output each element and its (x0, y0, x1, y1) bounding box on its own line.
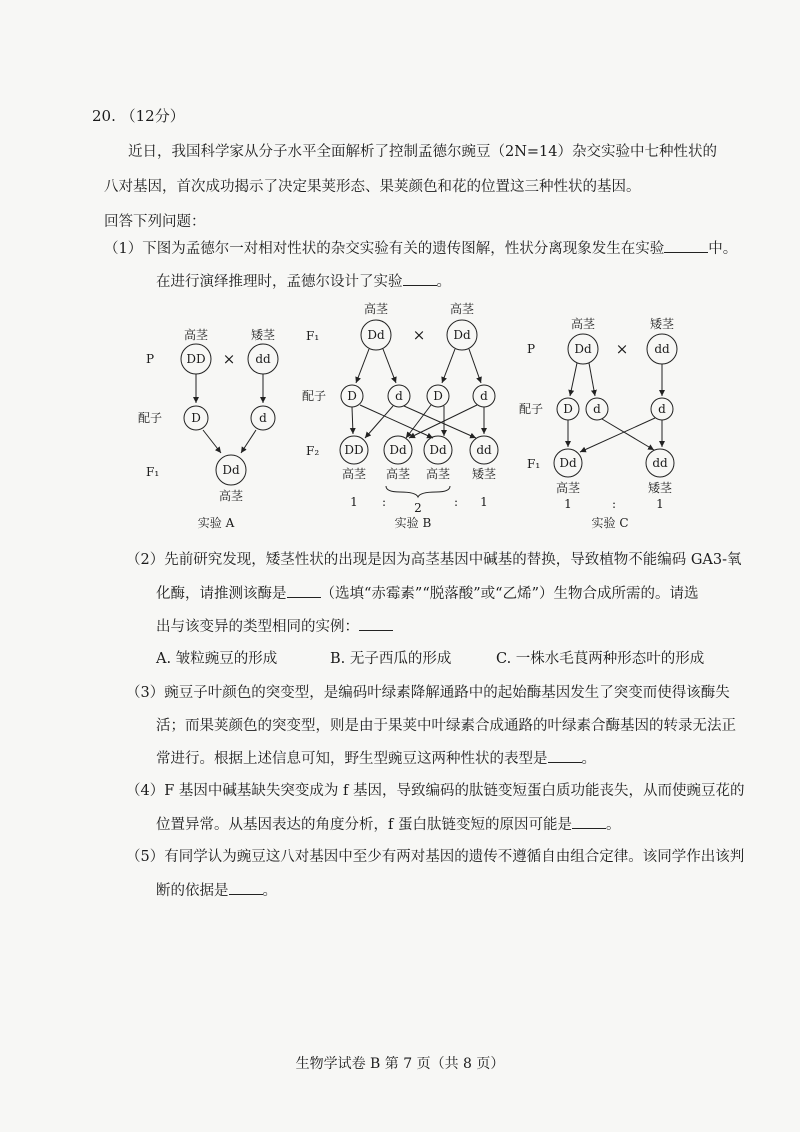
part5-line-1: （5）有同学认为豌豆这八对基因中至少有两对基因的遗传不遵循自由组合定律。该同学作出该判 (126, 849, 745, 865)
part1-text-d: 。 (436, 274, 451, 290)
expB-phenotype-parent1: 高茎 (363, 302, 389, 316)
expB-caption: 实验 B (394, 516, 432, 530)
part1-line-1 (104, 238, 737, 259)
expB-gamete-4: d (480, 389, 488, 403)
part3-line-3 (156, 748, 596, 769)
question-score: （12分） (120, 107, 185, 125)
part2-text-b: （选填“赤霉素”“脱落酸”或“乙烯”）生物合成所需的。请选 (320, 586, 699, 602)
expB-offspring-1: DD (344, 443, 364, 457)
answer-blank-4[interactable] (572, 814, 606, 829)
part1-text-b: 中。 (708, 241, 738, 257)
expC-phenotype-parent2: 矮茎 (649, 317, 675, 331)
part3-text-b: 。 (581, 751, 596, 767)
expA-offspring-genotype: Dd (222, 463, 240, 477)
expC-label-P: P (527, 342, 536, 356)
expC-label-F1: F₁ (527, 457, 541, 471)
expC-parent2-genotype: dd (654, 342, 670, 356)
expB-ratio-3: 1 (480, 495, 488, 509)
part1-line-2 (156, 271, 451, 292)
expA-gamete2: d (259, 411, 267, 425)
part1-text-a: （1）下图为孟德尔一对相对性状的杂交实验有关的遗传图解，性状分离现象发生在实验 (104, 241, 665, 257)
expC-phenotype-2: 矮茎 (647, 481, 673, 495)
expB-phenotype-3: 高茎 (425, 467, 451, 481)
option-b: B. 无子西瓜的形成 (330, 651, 452, 667)
expC-ratio-sep: : (611, 497, 617, 511)
intro-line-1: 近日，我国科学家从分子水平全面解析了控制孟德尔豌豆（2N=14）杂交实验中七种性状的 (128, 144, 718, 160)
answer-blank-2b[interactable] (359, 616, 393, 631)
expA-parent1-genotype: DD (186, 352, 206, 366)
expB-offspring-4: dd (476, 443, 492, 457)
answer-prompt: 回答下列问题： (104, 214, 206, 230)
answer-blank-1a[interactable] (664, 238, 708, 253)
part1-text-c: 在进行演绎推理时，孟德尔设计了实验 (156, 274, 403, 290)
expB-cross-symbol: × (412, 326, 426, 344)
expC-phenotype-1: 高茎 (555, 481, 581, 495)
part2-line-2 (156, 583, 698, 604)
expB-ratio-1: 1 (350, 495, 358, 509)
expB-label-F2: F₂ (306, 444, 320, 458)
expA-phenotype-parent1: 高茎 (183, 328, 209, 342)
expC-parent1-genotype: Dd (574, 342, 592, 356)
part3-text-a: 常进行。根据上述信息可知，野生型豌豆这两种性状的表型是 (156, 751, 548, 767)
expA-label-P: P (146, 352, 155, 366)
expB-phenotype-2: 高茎 (385, 467, 411, 481)
expC-ratio-1: 1 (564, 497, 572, 511)
expB-ratio-brace (386, 486, 450, 497)
expC-label-gamete: 配子 (519, 402, 544, 416)
expA-label-gamete: 配子 (138, 411, 163, 425)
answer-blank-2a[interactable] (287, 583, 321, 598)
option-c: C. 一株水毛茛两种形态叶的形成 (496, 651, 705, 667)
expC-ratio-2: 1 (656, 497, 664, 511)
page-footer: 生物学试卷 B 第 7 页（共 8 页） (295, 1056, 505, 1072)
part2-text-a: 化酶，请推测该酶是 (156, 586, 287, 602)
part5-line-2 (156, 880, 277, 901)
expC-cross-symbol: × (615, 340, 629, 358)
expA-phenotype-parent2: 矮茎 (250, 328, 276, 342)
expC-gamete-1: D (563, 402, 573, 416)
expC-offspring-1: Dd (559, 456, 577, 470)
expB-phenotype-parent2: 高茎 (449, 302, 475, 316)
expB-gamete-2: d (395, 389, 403, 403)
intro-line-2: 八对基因，首次成功揭示了决定果荚形态、果荚颜色和花的位置这三种性状的基因。 (104, 179, 641, 195)
expB-gamete-1: D (347, 389, 357, 403)
expB-ratio-sep-2: : (453, 495, 459, 509)
expB-offspring-3: Dd (429, 443, 447, 457)
genetic-cross-diagram (0, 295, 800, 540)
option-a: A. 皱粒豌豆的形成 (156, 651, 278, 667)
part4-line-1: （4）F 基因中碱基缺失突变成为 f 基因，导致编码的肽链变短蛋白质功能丧失，从而使豌豆花的 (126, 783, 745, 799)
part4-text-a: 位置异常。从基因表达的角度分析，f 蛋白肽链变短的原因可能是 (156, 817, 572, 833)
part3-line-2: 活；而果荚颜色的突变型，则是由于果荚中叶绿素合成通路的叶绿素合酶基因的转录无法正 (156, 718, 736, 734)
expB-phenotype-1: 高茎 (341, 467, 367, 481)
expA-offspring-phenotype: 高茎 (218, 489, 244, 503)
expA-cross-symbol: × (222, 350, 236, 368)
answer-blank-5[interactable] (229, 880, 263, 895)
answer-blank-3[interactable] (548, 748, 582, 763)
expB-offspring-2: Dd (389, 443, 407, 457)
expB-parent2-genotype: Dd (453, 328, 471, 342)
part5-text-a: 断的依据是 (156, 883, 229, 899)
expB-phenotype-4: 矮茎 (471, 467, 497, 481)
expA-gamete1: D (191, 411, 201, 425)
expC-phenotype-parent1: 高茎 (570, 317, 596, 331)
part5-text-b: 。 (262, 883, 277, 899)
expB-parent1-genotype: Dd (367, 328, 385, 342)
expA-parent2-genotype: dd (255, 352, 271, 366)
expB-label-gamete: 配子 (302, 389, 327, 403)
expA-caption: 实验 A (197, 516, 235, 530)
question-number: 20. (92, 107, 116, 125)
expB-gamete-3: D (433, 389, 443, 403)
expC-gamete-3: d (658, 402, 666, 416)
expB-ratio-sep-1: : (381, 495, 387, 509)
question-header (92, 106, 185, 126)
expC-gamete-2: d (593, 402, 601, 416)
part3-line-1: （3）豌豆子叶颜色的突变型，是编码叶绿素降解通路中的起始酶基因发生了突变而使得该酶失 (126, 685, 730, 701)
part4-text-b: 。 (605, 817, 621, 833)
part4-line-2 (156, 814, 620, 835)
part2-line-3 (156, 616, 393, 637)
part2-text-c: 出与该变异的类型相同的实例： (156, 619, 359, 635)
part2-line-1: （2）先前研究发现，矮茎性状的出现是因为高茎基因中碱基的替换，导致植物不能编码 GA3-氧 (126, 552, 742, 568)
expB-label-F1: F₁ (306, 329, 320, 343)
expB-ratio-2: 2 (414, 501, 422, 515)
answer-blank-1b[interactable] (403, 271, 437, 286)
expC-offspring-2: dd (652, 456, 668, 470)
expA-label-F1: F₁ (146, 465, 160, 479)
expC-caption: 实验 C (591, 516, 629, 530)
